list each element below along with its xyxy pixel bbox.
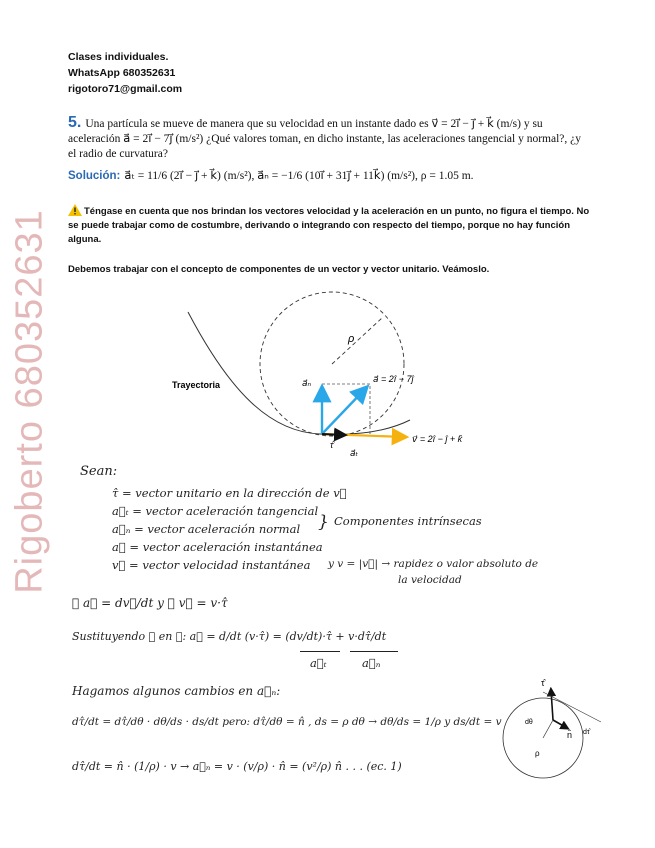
sketch-dtau-label: dτ̂ — [583, 729, 590, 736]
acceleration-arrow — [322, 388, 366, 434]
solution-line — [68, 168, 474, 182]
label-at: a⃗ₜ — [310, 656, 327, 670]
equation-2: Sustituyendo ② en ①: a⃗ = d/dt (v·τ̂) = (dv/dt)·τ̂ + v·dτ̂/dt — [72, 630, 387, 643]
tau-label: τ̂ — [330, 440, 334, 450]
solution-label: Solución: — [68, 170, 121, 182]
vector-diagram — [160, 282, 463, 462]
underline-an — [350, 651, 398, 652]
header-email[interactable]: rigotoro71@gmail.com — [68, 83, 183, 95]
brace-text: Componentes intrínsecas — [334, 514, 482, 528]
label-an: a⃗ₙ — [362, 656, 381, 670]
intro-text: Debemos trabajar con el concepto de componentes de un vector y vector unitario. Veámoslo. — [68, 264, 490, 275]
definition-speed: y v = |v⃗| → rapidez o valor absoluto de — [328, 558, 539, 570]
unit-vector-sketch — [505, 672, 605, 790]
trajectory-label: Trayectoria — [172, 380, 221, 390]
warning-icon — [68, 204, 82, 216]
rho-label: ρ — [348, 333, 355, 345]
underline-at — [300, 651, 340, 652]
warning-note — [68, 204, 598, 247]
v-label: v⃗ = 2î − ĵ + k̂ — [412, 434, 463, 444]
sketch-n-label: n̂ — [567, 730, 573, 740]
sketch-tau-arrow — [551, 690, 553, 720]
header-line-1: Clases individuales. — [68, 51, 169, 63]
header-whatsapp: WhatsApp 680352631 — [68, 67, 176, 79]
solution-text: a⃗ₜ = 11/6 (2i⃗ − j⃗ + k⃗) (m/s²), a⃗ₙ = −1/6 (10i⃗ + 31j⃗ + 11k⃗) (m/s²), ρ = 1.05 m. — [124, 170, 474, 182]
brace-icon: } — [318, 512, 329, 532]
radius-line — [332, 318, 382, 364]
equation-4: dτ̂/dt = dτ̂/dθ · dθ/ds · ds/dt pero: dτ̂/dθ = n̂ , ds = ρ dθ → dθ/ds = 1/ρ y ds/dt = v — [72, 716, 502, 728]
at-label: a⃗ₜ — [350, 448, 359, 458]
an-label: a⃗ₙ — [302, 378, 312, 388]
definition-tau: τ̂ = vector unitario en la dirección de v⃗ — [112, 486, 347, 500]
warning-text: Téngase en cuenta que nos brindan los vectores velocidad y la aceleración en un punto, no figura el tiempo. No se puede trabajar como de costumbre, derivando o integrando con respecto del tiempo, porque no hay función alguna. — [68, 206, 590, 245]
definition-v: v⃗ = vector velocidad instantánea — [112, 558, 311, 572]
definition-speed-cont: la velocidad — [398, 574, 462, 586]
sketch-dtheta-label: dθ — [525, 719, 533, 726]
sketch-tau-label: τ̂ — [541, 678, 545, 688]
sketch-n-arrow — [553, 720, 567, 728]
equation-3: Hagamos algunos cambios en a⃗ₙ: — [72, 684, 281, 698]
problem-statement — [68, 115, 588, 162]
tangent-unit-arrow — [322, 434, 344, 435]
equation-5: dτ̂/dt = n̂ · (1/ρ) · v → a⃗ₙ = v · (v/ρ) · n̂ = (v²/ρ) n̂ . . . (ec. 1) — [72, 760, 402, 773]
problem-number: 5. — [68, 114, 82, 131]
sean-heading: Sean: — [80, 464, 118, 479]
a-label: a⃗ = 2î − 7ĵ — [373, 374, 414, 384]
sketch-rho-label: ρ — [535, 749, 540, 758]
definition-a: a⃗ = vector aceleración instantánea — [112, 540, 323, 554]
definition-an: a⃗ₙ = vector aceleración normal — [112, 522, 301, 536]
watermark: Rigoberto 680352631 — [8, 209, 51, 594]
equation-1: ① a⃗ = dv⃗/dt y ② v⃗ = v·τ̂ — [72, 596, 228, 610]
definition-at: a⃗ₜ = vector aceleración tangencial — [112, 504, 319, 518]
sketch-radius — [543, 720, 553, 738]
problem-text: Una partícula se mueve de manera que su velocidad en un instante dado es v⃗ = 2i⃗ − j⃗ + k⃗ (m/s) y su aceleración a⃗ = 2i⃗ − 7j⃗ (m/s²) ¿Qué valores toman, en dicho instante, las aceleraciones tangencial y normal?, ¿y el radio de curvatura? — [68, 118, 581, 160]
